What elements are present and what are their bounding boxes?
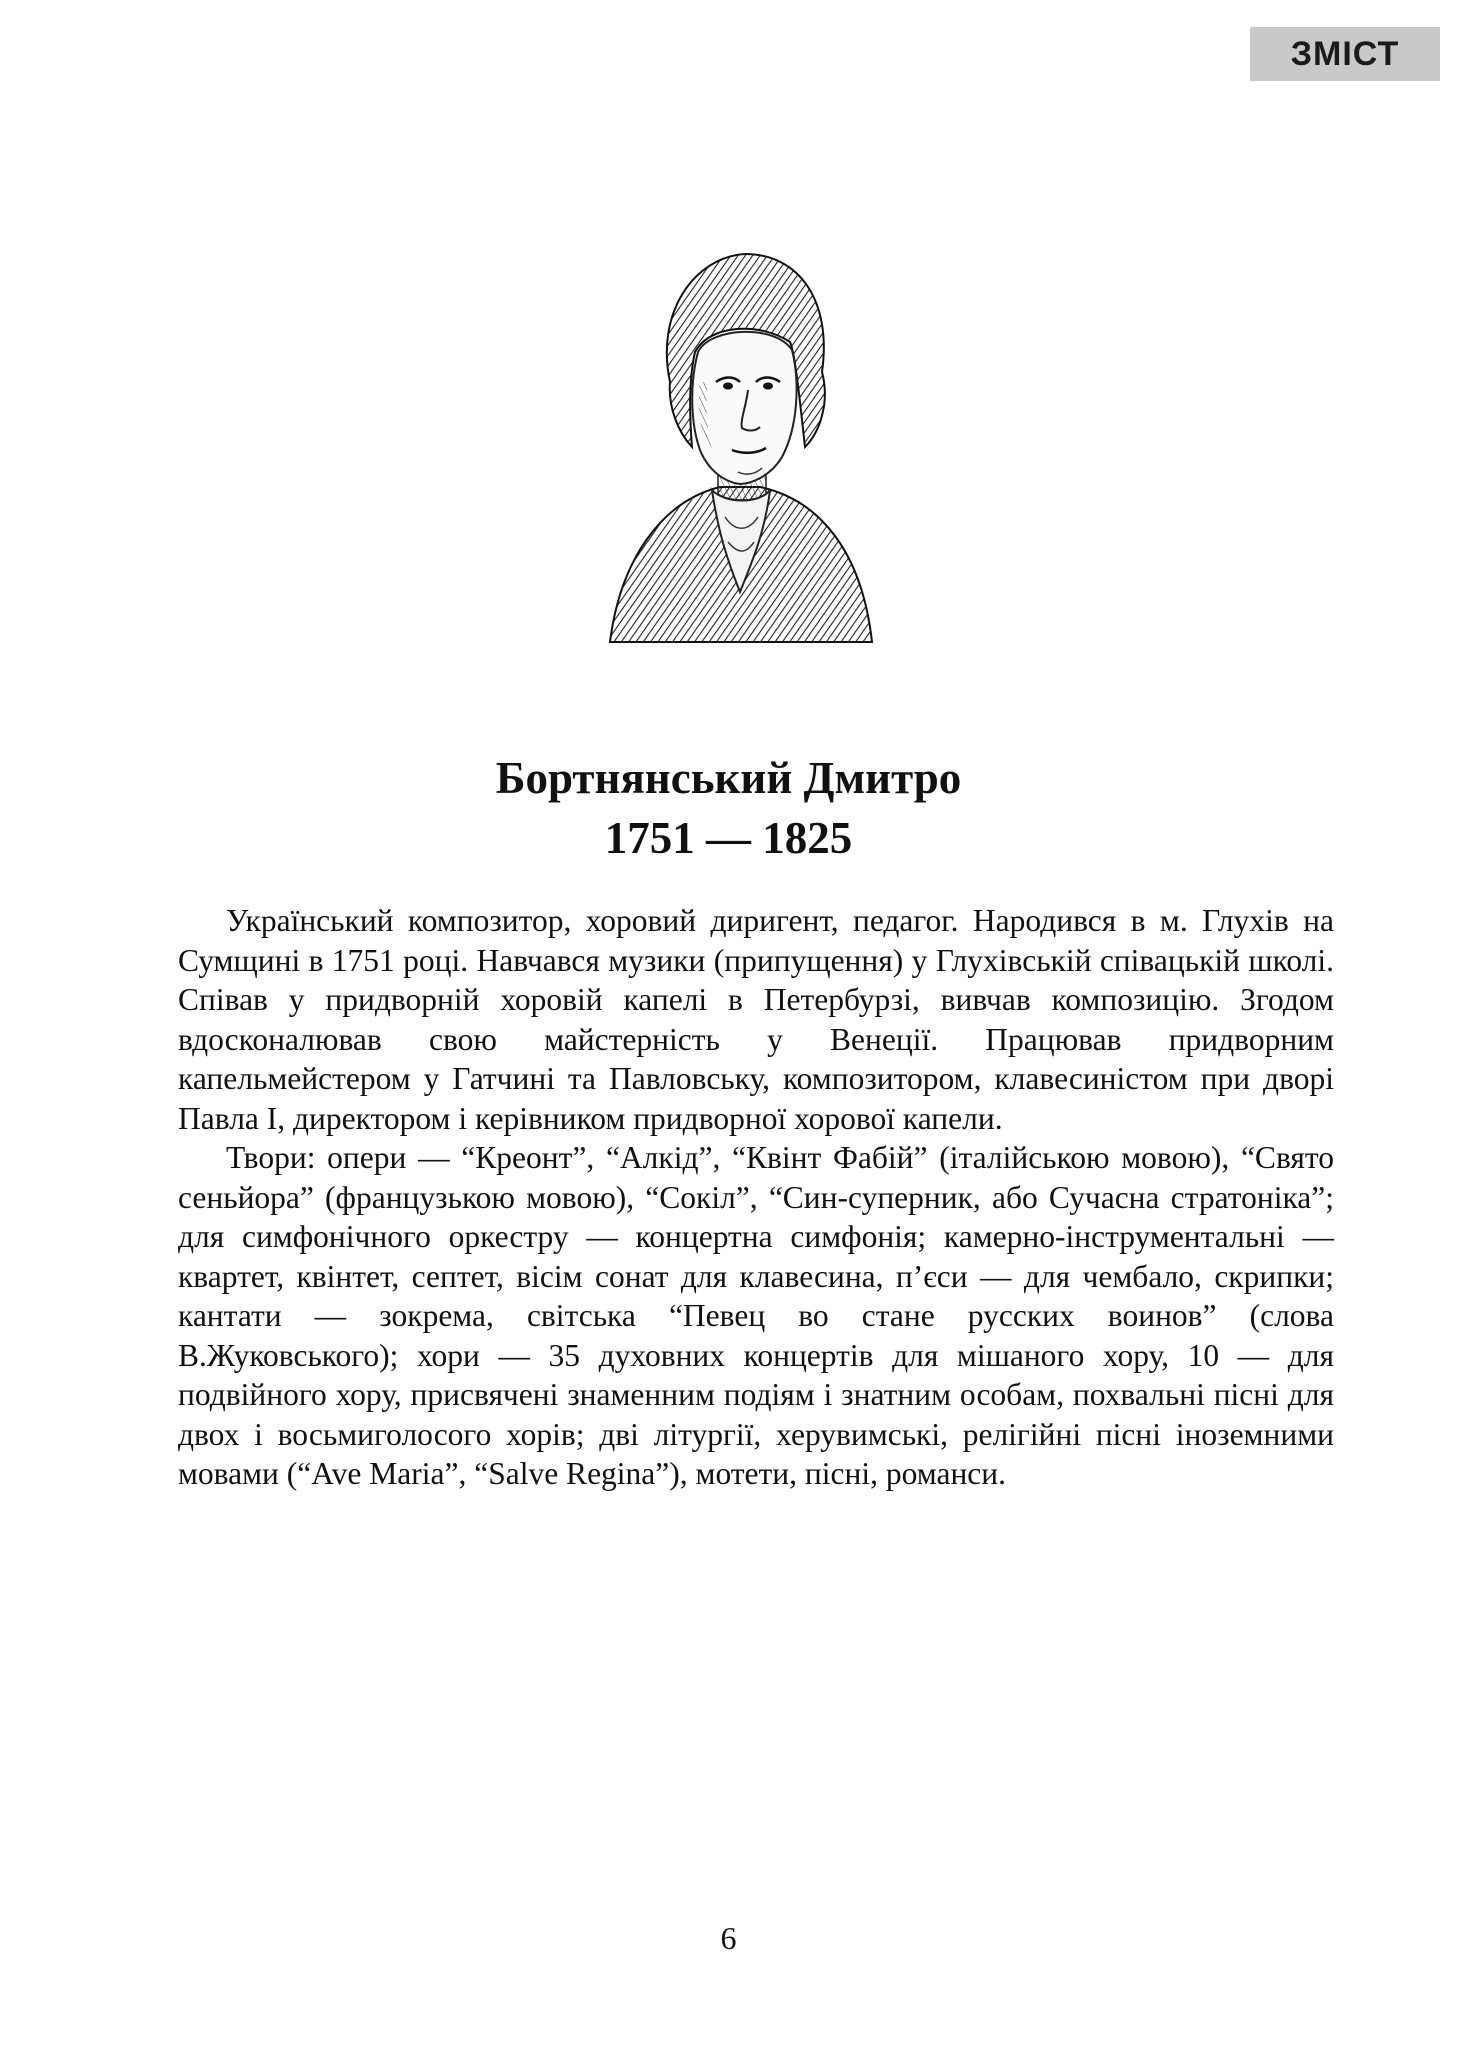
life-years: 1751 — 1825 [604, 813, 853, 863]
toc-button[interactable]: ЗМІСТ [1250, 27, 1440, 81]
portrait-image [600, 232, 880, 652]
works-paragraph: Твори: опери — “Креонт”, “Алкід”, “Квінт Фабій” (італійською мовою), “Свято сеньйора” (французькою мовою), “Сокіл”, “Син-суперник, або Сучасна стратоніка”; для симфонічного оркестру — концертна симфонія; камерно-інструментальні — квартет, квінтет, септет, вісім сонат для клавесина, п’єси — для чембало, скрипки; кантати — зокрема, світська “Певец во стане русских воинов” (слова В.Жуковського); хори — 35 духовних концертів для мішаного хору, 10 — для подвійного хору, присвячені знаменним подіям і знатним особам, похвальні пісні для двох і восьмиголосого хорів; дві літургії, херувимські, релігійні пісні іноземними мовами (“Ave Maria”, “Salve Regina”), мотети, пісні, романси. [178, 1140, 1334, 1491]
biography-text [178, 901, 1334, 1494]
biography-paragraph: Український композитор, хоровий диригент, педагог. Народився в м. Глухів на Сумщині в 1751 році. Навчався музики (припущення) у Глухівській співацькій школі. Співав у придворній хоровій капелі в Петербурзі, вивчав композицію. Згодом вдосконалював свою майстерність у Венеції. Працював придворним капельмейстером у Гатчині та Павловську, композитором, клавесиністом при дворі Павла І, директором і керівником придворної хорової капели. [178, 903, 1334, 1136]
person-name: Бортнянський Дмитро [495, 753, 962, 803]
page-number: 6 [720, 1920, 737, 1956]
